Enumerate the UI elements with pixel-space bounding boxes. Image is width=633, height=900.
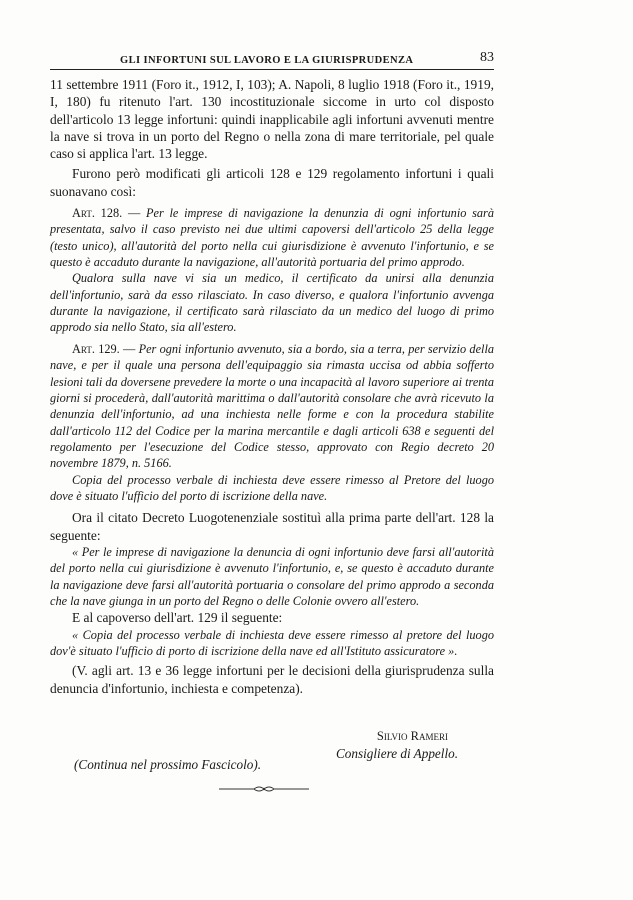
author-name: Silvio Rameri [376, 729, 448, 743]
article-129-text [50, 341, 494, 472]
article-128-number: 128. — [100, 206, 141, 221]
quoted-amendment-128: « Per le imprese di navigazione la denuncia di ogni infortunio deve farsi all'autorità del porto nella cui giurisdizione è avvenuto l'infortunio, e, se questo è accaduto durante la navigazione deve farsi all'autorità portuaria o consolare del primo approdo a seconda che la nave giunga in un porto del Regno o delle Colonie ovvero all'estero. [50, 544, 494, 608]
continuation-note: (Continua nel prossimo Fascicolo). [74, 757, 262, 772]
article-129-number: 129. — [98, 341, 136, 356]
paragraph-4: E al capoverso dell'art. 129 il seguente: [72, 610, 283, 626]
paragraph-3: Ora il citato Decreto Luogotenenziale sostituì alla prima parte dell'art. 128 la seguente: [50, 510, 494, 543]
quoted-amendment-129: « Copia del processo verbale di inchiesta deve essere rimesso al pretore del luogo dov'è situato l'ufficio di porto di iscrizione della nave ed all'Istituto assicuratore ». [50, 627, 494, 658]
ornament-divider [219, 784, 309, 794]
article-128-label: Art. [72, 206, 95, 221]
article-128-text [50, 205, 494, 270]
article-129-paragraph-2: Copia del processo verbale di inchiesta deve essere rimesso al Pretore del luogo dove è situato l'ufficio del porto di iscrizione della nave. [50, 472, 494, 503]
author-title: Consigliere di Appello. [336, 746, 458, 761]
page-number: 83 [480, 50, 494, 65]
paragraph-2: Furono però modificati gli articoli 128 e 129 regolamento infortuni i quali suonavano così: [50, 166, 494, 199]
body-text [50, 76, 494, 697]
article-129-body: Per ogni infortunio avvenuto, sia a bordo, sia a terra, per servizio della nave, e per il quale una persona dell'equipaggio sia rimasta uccisa od abbia sofferto lesioni tali da doversene prevedere la morte o una incapacità al lavoro superiore ai trenta giorni si procederà, dall'autorità marittima o dall'autorità consolare che avrà ricevuto la denunzia dell'infortunio, ad una inchiesta nelle forme e con la procedura stabilite dall'articolo 112 del Codice per la marina mercantile e dagli articoli 638 e seguenti del regolamento per l'esecuzione del Codice stesso, approvato con Regio decreto 20 novembre 1879, n. 5166. [50, 341, 495, 471]
article-128-paragraph-2: Qualora sulla nave vi sia un medico, il certificato da unirsi alla denunzia dell'infortunio, sarà da esso rilasciato. In caso diverso, e qualora l'infortunio avvenga durante la navigazione, il certificato sarà rilasciato da un medico del luogo di primo approdo sia nello Stato, sia all'estero. [50, 271, 494, 335]
paragraph-1: 11 settembre 1911 (Foro it., 1912, I, 103); A. Napoli, 8 luglio 1918 (Foro it., 1919, I, 180) fu ritenuto l'art. 130 incostituzionale siccome in urto col disposto dell'articolo 13 legge infortuni: quindi inapplicabile agli infortuni avvenuti mentre la nave si trova in un porto del Regno o nella zona di mare territoriale, pel quale caso si applica l'art. 13 legge. [50, 77, 494, 162]
paragraph-5: (V. agli art. 13 e 36 legge infortuni per le decisioni della giurisprudenza sulla denuncia d'infortunio, inchiesta e competenza). [50, 663, 494, 696]
running-title: GLI INFORTUNI SUL LAVORO E LA GIURISPRUDENZA [120, 55, 414, 66]
article-128-body: Per le imprese di navigazione la denunzia di ogni infortunio sarà presentata, salvo il caso previsto nei due ultimi capoversi dell'articolo 25 della legge (testo unico), all'autorità del porto nella cui giurisdizione è avvenuto l'infortunio, e se questo è accaduto durante la navigazione, all'autorità portuaria del primo approdo. [50, 206, 494, 270]
article-129-label: Art. [72, 341, 95, 356]
page-header [50, 50, 494, 70]
